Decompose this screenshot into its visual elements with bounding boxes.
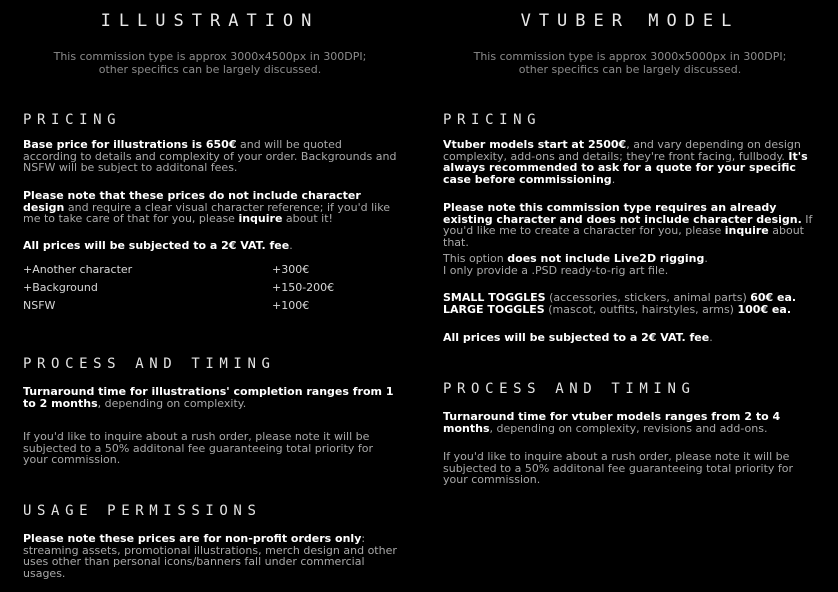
small-toggles-text: (accessories, stickers, animal parts): [545, 291, 751, 304]
illustration-vat: [23, 240, 399, 252]
addon-price: +150-200€: [272, 281, 335, 294]
design-note-bold: Please note that these prices do not include character design: [23, 189, 361, 214]
subtitle-line: other specifics can be largely discussed.: [518, 63, 742, 76]
subtitle-line: This commission type is approx 3000x4500px in 300DPI;: [53, 50, 367, 63]
addon-label: +Another character: [23, 263, 133, 276]
illustration-process-heading: PROCESS AND TIMING: [23, 356, 276, 372]
turnaround-bold: Turnaround time for vtuber models ranges from 2 to 4 months: [443, 410, 781, 435]
start-price-bold: Vtuber models start at 2500€: [443, 138, 627, 151]
rigging-text: This option: [443, 252, 508, 265]
subtitle-line: This commission type is approx 3000x5000px in 300DPI;: [473, 50, 787, 63]
vtuber-character-note: [443, 202, 819, 248]
usage-bold: Please note these prices are for non-profit orders only: [23, 532, 362, 545]
usage-rest: : streaming assets, promotional illustrations, merch design and other uses other than personal icons/banners fall under commercial usages.: [23, 532, 397, 580]
turnaround-text: , depending on complexity, revisions and add-ons.: [489, 421, 768, 435]
addon-row: [23, 264, 399, 276]
usage-heading: USAGE PERMISSIONS: [23, 503, 262, 519]
vat-bold: All prices will be subjected to a 2€ VAT. fee: [443, 331, 710, 344]
base-price-bold: Base price for illustrations is 650€: [23, 138, 237, 151]
turnaround-bold: Turnaround time for illustrations' completion ranges from 1 to 2 months: [23, 385, 394, 410]
rigging-bold: does not include Live2D rigging: [507, 252, 705, 265]
vtuber-vat: [443, 332, 819, 344]
character-note-bold: Please note this commission type requires an already existing character and does not include character design.: [443, 201, 802, 226]
vat-end: .: [709, 331, 713, 344]
start-price-end: .: [611, 172, 616, 186]
start-price-text: , and vary depending on design complexity, add-ons and details; they're front facing, fullbody.: [443, 138, 801, 163]
large-toggles-price: 100€ ea.: [737, 302, 791, 316]
illustration-base-price: [23, 139, 399, 174]
vtuber-toggles: [443, 292, 819, 315]
subtitle-line: other specifics can be largely discussed.: [98, 63, 322, 76]
illustration-turnaround: [23, 386, 399, 409]
small-toggles-price: 60€ ea.: [750, 291, 797, 304]
vtuber-turnaround: [443, 411, 819, 434]
character-note-end: about that.: [443, 224, 804, 249]
inquire-link[interactable]: inquire: [724, 224, 769, 238]
quote-recommendation: It's always recommended to ask for a quote for your specific case before commissioning: [443, 149, 808, 186]
usage-text: [23, 533, 399, 579]
illustration-rush: If you'd like to inquire about a rush order, please note it will be subjected to a 50% additonal fee guaranteeing total priority for your commission.: [23, 430, 374, 467]
illustration-design-note: [23, 190, 399, 225]
vtuber-start-price: [443, 139, 819, 185]
vtuber-process-heading: PROCESS AND TIMING: [443, 381, 696, 397]
addon-label: +Background: [23, 281, 98, 294]
vtuber-rigging-note: [443, 253, 819, 276]
design-note-end: about it!: [282, 212, 333, 226]
vat-bold: All prices will be subjected to a 2€ VAT. fee: [23, 239, 290, 252]
addon-price: +300€: [272, 263, 310, 276]
character-note-text: If you'd like me to create a character for you, please: [443, 212, 813, 238]
large-toggles-text: (mascot, outfits, hairstyles, arms): [544, 302, 738, 316]
small-toggles-bold: SMALL TOGGLES: [443, 291, 546, 304]
design-note-text: and require a clear visual character reference; if you'd like me to take care of that for you, please: [23, 200, 390, 226]
large-toggles-bold: LARGE TOGGLES: [443, 302, 545, 316]
vtuber-title: VTUBER MODEL: [520, 11, 740, 31]
illustration-pricing-heading: PRICING: [23, 112, 122, 128]
rigging-end: .: [704, 252, 708, 265]
vtuber-pricing-heading: PRICING: [443, 112, 542, 128]
turnaround-text: , depending on complexity.: [97, 396, 247, 410]
inquire-link[interactable]: inquire: [238, 212, 283, 226]
addon-row: [23, 282, 399, 294]
base-price-text: and will be quoted according to details and complexity of your order. Backgrounds and NSFW will be subject to additonal fees.: [23, 138, 397, 175]
addon-row: [23, 300, 399, 312]
illustration-title: ILLUSTRATION: [100, 11, 320, 31]
addon-label: NSFW: [23, 299, 56, 312]
vtuber-subtitle: [443, 50, 817, 76]
addon-price: +100€: [272, 299, 310, 312]
vat-end: .: [289, 239, 293, 252]
psd-note: I only provide a .PSD ready-to-rig art file.: [443, 263, 669, 277]
vtuber-rush: If you'd like to inquire about a rush order, please note it will be subjected to a 50% additonal fee guaranteeing total priority for your commission.: [443, 450, 794, 487]
illustration-subtitle: [23, 50, 397, 76]
